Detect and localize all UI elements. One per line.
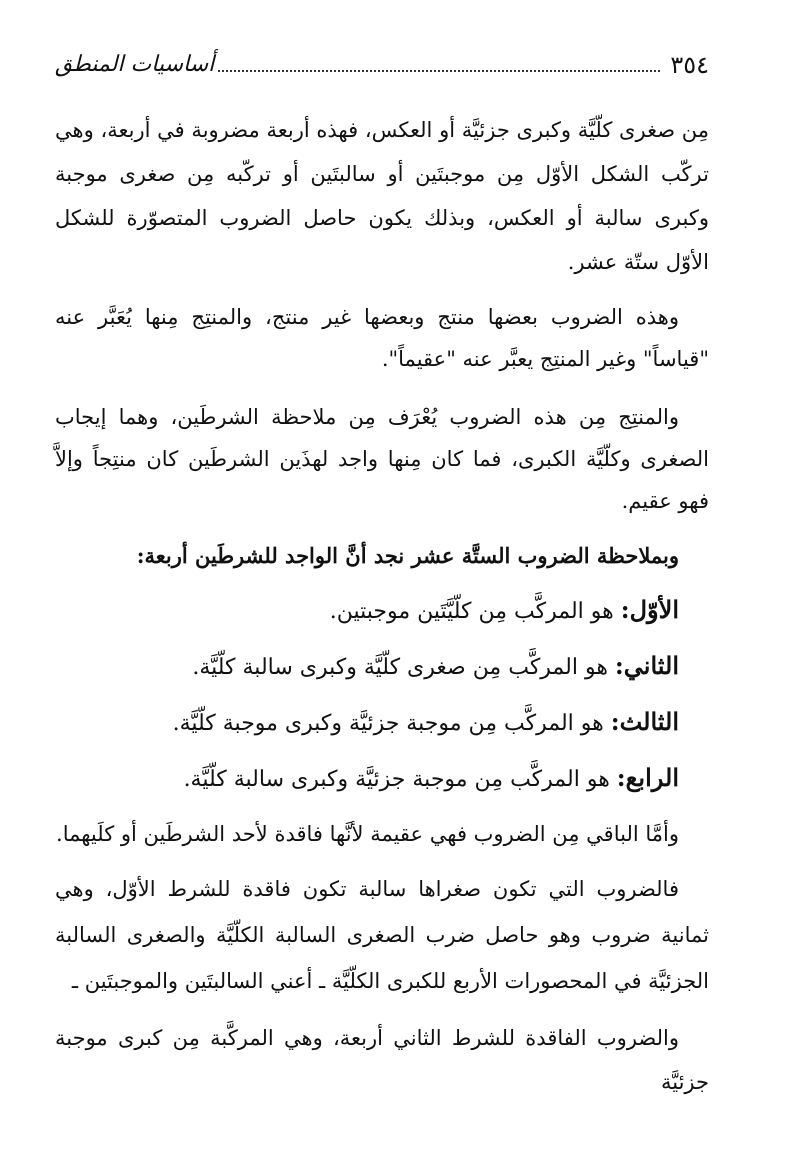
list-item-fourth [55,758,709,800]
page-header [55,40,709,80]
list-item-lead: الثالث: [610,707,679,736]
list-item-lead: الثاني: [614,651,679,680]
list-item-third [55,702,709,744]
list-item-text: هو المركَّب مِن صغرى كلّيَّة وكبرى سالبة كلّيَّة. [192,655,608,680]
list-item-lead: الأوّل: [620,595,679,624]
running-title: أساسيات المنطق [55,52,215,77]
paragraph: والضروب الفاقدة للشرط الثاني أربعة، وهي المركَّبة مِن كبرى موجبة جزئيَّة [55,1026,709,1094]
paragraph-bold: وبملاحظة الضروب الستَّة عشر نجد أنَّ الواجد للشرطَين أربعة: [136,543,679,568]
paragraph: فالضروب التي تكون صغراها سالبة تكون فاقدة للشرط الأوّل، وهي ثمانية ضروب وهو حاصل ضرب الصغرى السالبة الكلّيَّة والصغرى السالبة الجزئيَّة في المحصورات الأربع للكبرى الكلّيَّة ـ أعني السالبتَين والموجبتَين ـ [55,877,709,993]
list-item-second [55,646,709,688]
list-item-text: هو المركَّب مِن كلّيَّتَين موجبتين. [329,599,614,624]
paragraph: وأمَّا الباقي مِن الضروب فهي عقيمة لأنَّها فاقدة لأحد الشرطَين أو كلَيهما. [56,822,679,846]
list-item-lead: الرابع: [616,763,679,792]
dotted-leader [218,69,660,72]
list-item-text: هو المركَّب مِن موجبة جزئيَّة وكبرى موجبة كلّيَّة. [172,711,604,736]
list-item-first [55,590,709,632]
paragraph: والمنتِج مِن هذه الضروب يُعْرَف مِن ملاحظة الشرطَين، وهما إيجاب الصغرى وكلّيَّة الكبرى، فما كان مِنها واجد لهذَين الشرطَين كان منتِجاً وإلاَّ فهو عقيم. [55,405,709,513]
paragraph: وهذه الضروب بعضها منتج وبعضها غير منتج، والمنتِج مِنها يُعَبَّر عنه "قياساً" وغير المنتِج يعبَّر عنه "عقيماً". [55,305,709,371]
page-body [55,108,709,1104]
list-item-text: هو المركَّب مِن موجبة جزئيَّة وكبرى سالبة كلّيَّة. [183,767,610,792]
page-number: ٣٥٤ [670,51,709,79]
paragraph: مِن صغرى كلّيَّة وكبرى جزئيَّة أو العكس، فهذه أربعة مضروبة في أربعة، وهي تركّب الشكل الأوّل مِن موجبتَين أو سالبتَين أو تركّبه مِن صغرى موجبة وكبرى سالبة أو العكس، وبذلك يكون حاصل الضروب المتصوّرة للشكل الأوّل ستّة عشر. [55,118,709,274]
